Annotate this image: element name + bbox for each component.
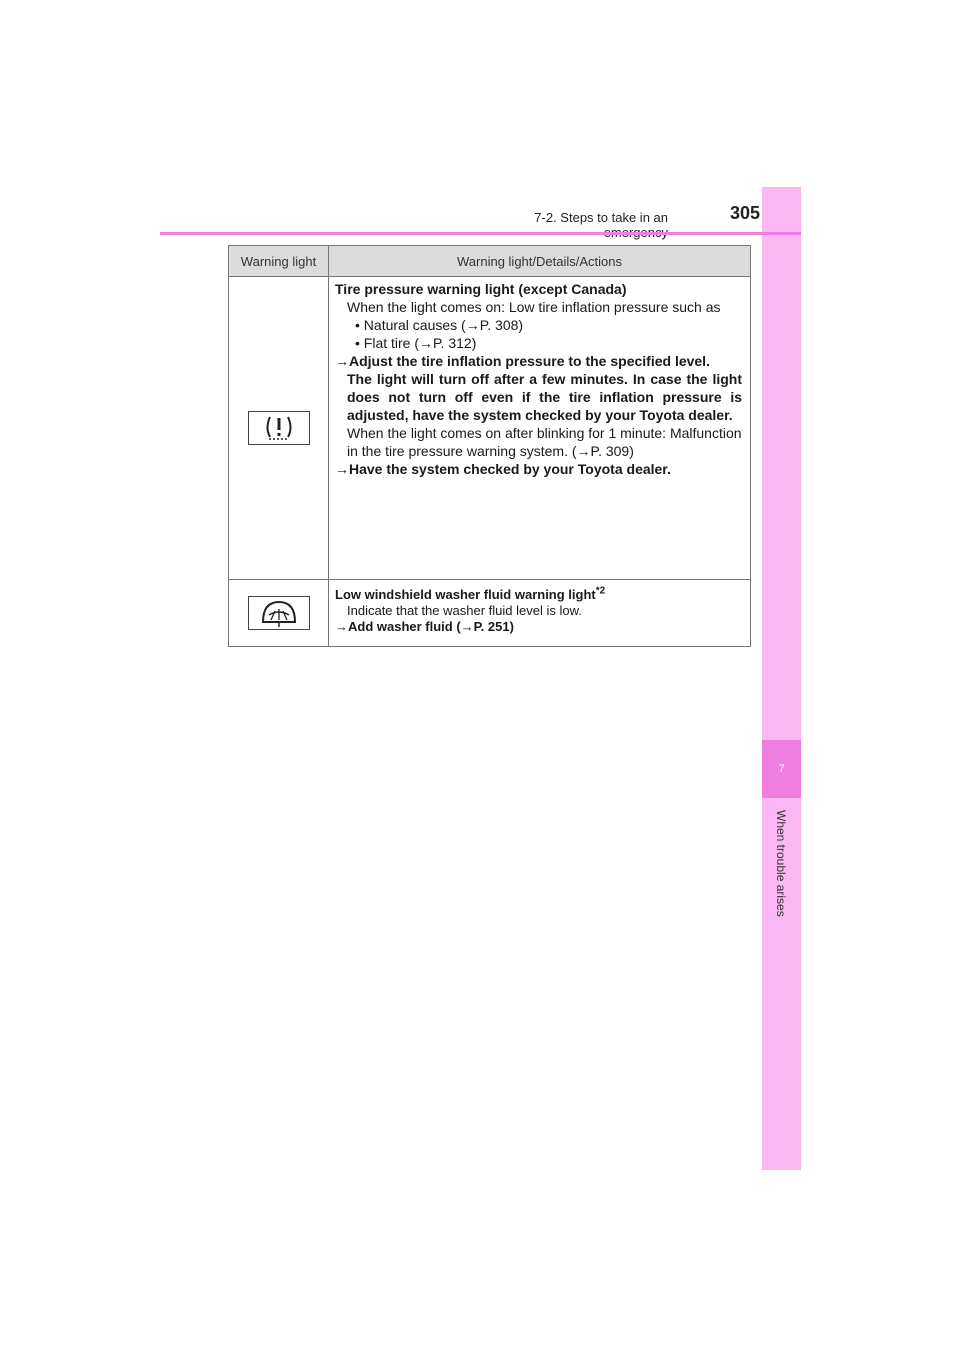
- chapter-side-tab: [762, 187, 801, 1170]
- icon-cell: [229, 580, 329, 647]
- section-title: 7-2. Steps to take in an: [534, 210, 668, 225]
- warning-light-table: [228, 245, 751, 647]
- row-title: [335, 587, 742, 603]
- row-title: Tire pressure warning light (except Canada): [335, 281, 627, 297]
- chapter-title-label: When trouble arises: [774, 810, 788, 917]
- washer-fluid-warning-icon: [248, 596, 310, 630]
- row-text: When the light comes on: Low tire inflation pressure such as: [347, 299, 721, 315]
- row-bullet: • Natural causes (→P. 308): [355, 317, 524, 333]
- column-header-details: Warning light/Details/Actions: [329, 246, 751, 277]
- chapter-number-tab: 7: [762, 740, 801, 798]
- tire-pressure-warning-icon: [248, 411, 310, 445]
- details-cell: [329, 277, 751, 580]
- page-number: 305: [729, 203, 760, 223]
- row-action: →Add washer fluid (→P. 251): [335, 619, 514, 634]
- icon-cell: [229, 277, 329, 580]
- row-text: Indicate that the washer fluid level is low.: [347, 603, 582, 618]
- column-header-warning-light: Warning light: [229, 246, 329, 277]
- row-action: →Adjust the tire inflation pressure to the specified level.: [335, 353, 710, 369]
- row-title-text: Low windshield washer fluid warning light: [335, 587, 596, 602]
- table-row: [229, 277, 751, 580]
- header-rule: [160, 232, 801, 235]
- footnote-marker: *2: [595, 585, 606, 597]
- row-action: →Have the system checked by your Toyota dealer.: [335, 461, 671, 477]
- row-text: When the light comes on after blinking for 1 minute: Malfunction in the tire pressure warning system. (→P. 309): [347, 425, 742, 459]
- row-bullet: • Flat tire (→P. 312): [355, 335, 477, 351]
- row-action-detail: The light will turn off after a few minutes. In case the light does not turn off even if the tire inflation pressure is adjusted, have the system checked by your Toyota dealer.: [347, 371, 742, 423]
- table-row: [229, 580, 751, 647]
- details-cell: [329, 580, 751, 647]
- table-header-row: [229, 246, 751, 277]
